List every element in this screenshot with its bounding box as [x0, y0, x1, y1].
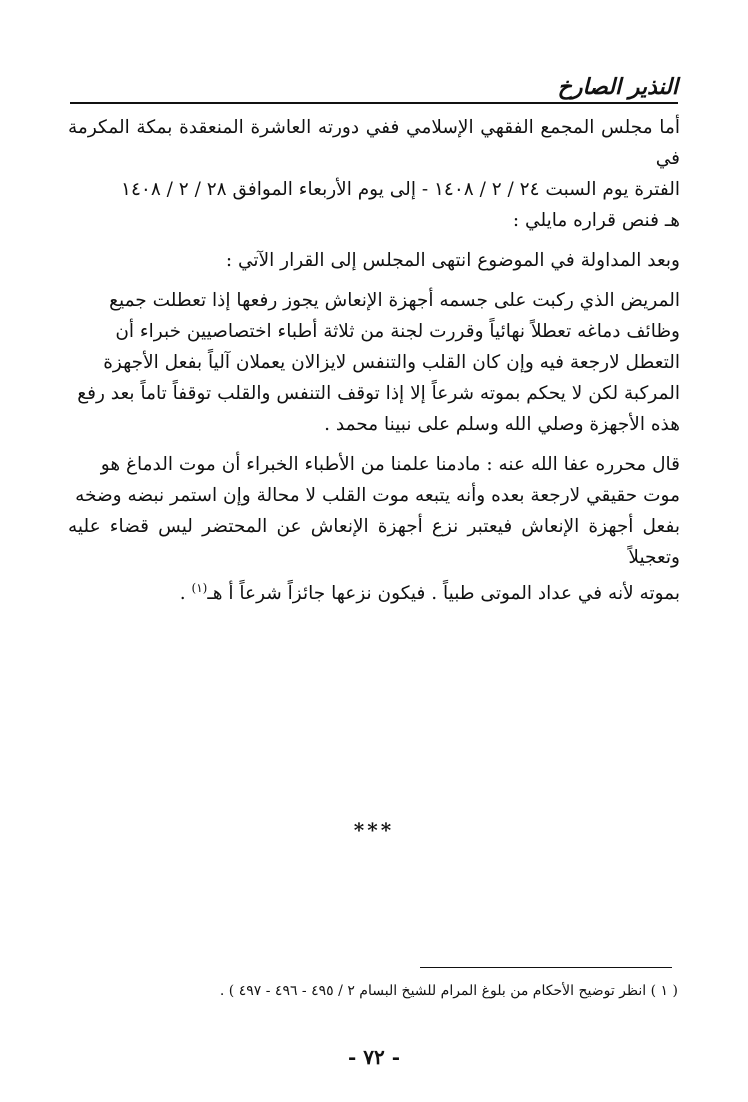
paragraph-council-decision: أما مجلس المجمع الفقهي الإسلامي ففي دورته العاشرة المنعقدة بمكة المكرمة في الفترة يوم السبت ٢٤ / ٢ / ١٤٠٨ - إلى يوم الأربعاء الموافق ٢٨ / ٢ / ١٤٠٨ هـ فنص قراره مايلي :	[68, 117, 680, 231]
footnote-reference: (١)	[191, 581, 208, 595]
header-rule	[70, 102, 678, 104]
closing-period: .	[179, 583, 192, 605]
page-header	[70, 72, 678, 106]
running-title: النذير الصارخ	[557, 74, 678, 100]
footnote-rule	[420, 967, 672, 968]
paragraph-resolution: المريض الذي ركبت على جسمه أجهزة الإنعاش يجوز رفعها إذا تعطلت جميع وظائف دماغه تعطلاً نهائياً وقررت لجنة من ثلاثة أطباء اختصاصيين خبراء أن التعطل لارجعة فيه وإن كان القلب والتنفس لايزالان يعملان آلياً بفعل الأجهزة المركبة لكن لا يحكم بموته شرعاً إلا إذا توقف التنفس والقلب توقفاً تاماً بعد رفع هذه الأجهزة وصلي الله وسلم على نبينا محمد .	[77, 290, 680, 435]
section-separator: ***	[353, 818, 395, 842]
page-number: - ٧٢ -	[347, 1045, 400, 1069]
paragraph-deliberation: وبعد المداولة في الموضوع انتهى المجلس إلى القرار الآتي :	[225, 250, 680, 271]
body-text	[68, 112, 680, 609]
paragraph-author-comment	[68, 449, 680, 609]
author-comment-text: قال محرره عفا الله عنه : مادمنا علمنا من الأطباء الخبراء أن موت الدماغ هو موت حقيقي لارجعة بعده وأنه يتبعه موت القلب لا محالة وإن استمر نبضه وضخه بفعل أجهزة الإنعاش فيعتبر نزع أجهزة الإنعاش عن المحتضر ليس قضاء عليه وتعجيلاً بموته لأنه في عداد الموتى طبياً . فيكون نزعها جائزاً شرعاً أ هـ	[68, 454, 680, 605]
footnote: ( ١ ) انظر توضيح الأحكام من بلوغ المرام للشيخ البسام ٢ / ٤٩٥ - ٤٩٦ - ٤٩٧ ) .	[219, 983, 678, 999]
